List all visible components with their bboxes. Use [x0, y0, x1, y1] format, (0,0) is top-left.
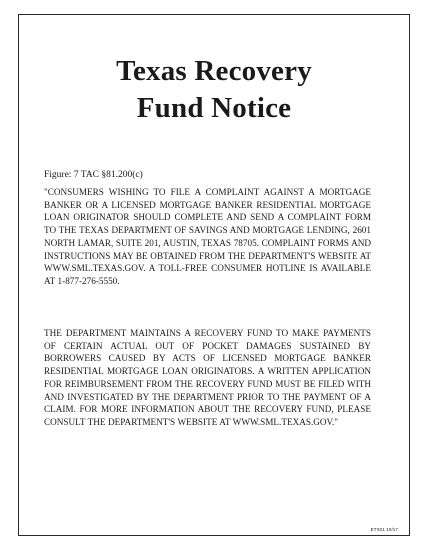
page-title [19, 53, 409, 127]
recovery-fund-paragraph: THE DEPARTMENT MAINTAINS A RECOVERY FUND TO MAKE PAYMENTS OF CERTAIN ACTUAL OUT OF POCKET DAMAGES SUSTAINED BY BORROWERS CAUSED BY ACTS OF LICENSED MORTGAGE BANKER RESIDENTIAL MORTGAGE LOAN ORIGINATORS. A WRITTEN APPLICATION FOR REIMBURSEMENT FROM THE RECOVERY FUND MUST BE FILED WITH AND INVESTIGATED BY THE DEPARTMENT PRIOR TO THE PAYMENT OF A CLAIM. FOR MORE INFORMATION ABOUT THE RECOVERY FUND, PLEASE CONSULT THE DEPARTMENT'S WEBSITE AT WWW.SML.TEXAS.GOV." [44, 328, 371, 427]
title-line-1: Texas Recovery [116, 55, 312, 87]
figure-reference: Figure: 7 TAC §81.200(c) [44, 170, 143, 180]
complaint-paragraph: "CONSUMERS WISHING TO FILE A COMPLAINT AGAINST A MORTGAGE BANKER OR A LICENSED MORTGAGE BANKER RESIDENTIAL MORTGAGE LOAN ORIGINATOR SHOULD COMPLETE AND SEND A COMPLAINT FORM TO THE TEXAS DEPARTMENT OF SAVINGS AND MORTGAGE LENDING, 2601 NORTH LAMAR, SUITE 201, AUSTIN, TEXAS 78705. COMPLAINT FORMS AND INSTRUCTIONS MAY BE OBTAINED FROM THE DEPARTMENT'S WEBSITE AT WWW.SML.TEXAS.GOV. A TOLL-FREE CONSUMER HOTLINE IS AVAILABLE AT 1-877-276-5550. [44, 187, 371, 286]
form-code: ETX01 10/17 [370, 527, 398, 532]
title-line-2: Fund Notice [136, 92, 292, 124]
